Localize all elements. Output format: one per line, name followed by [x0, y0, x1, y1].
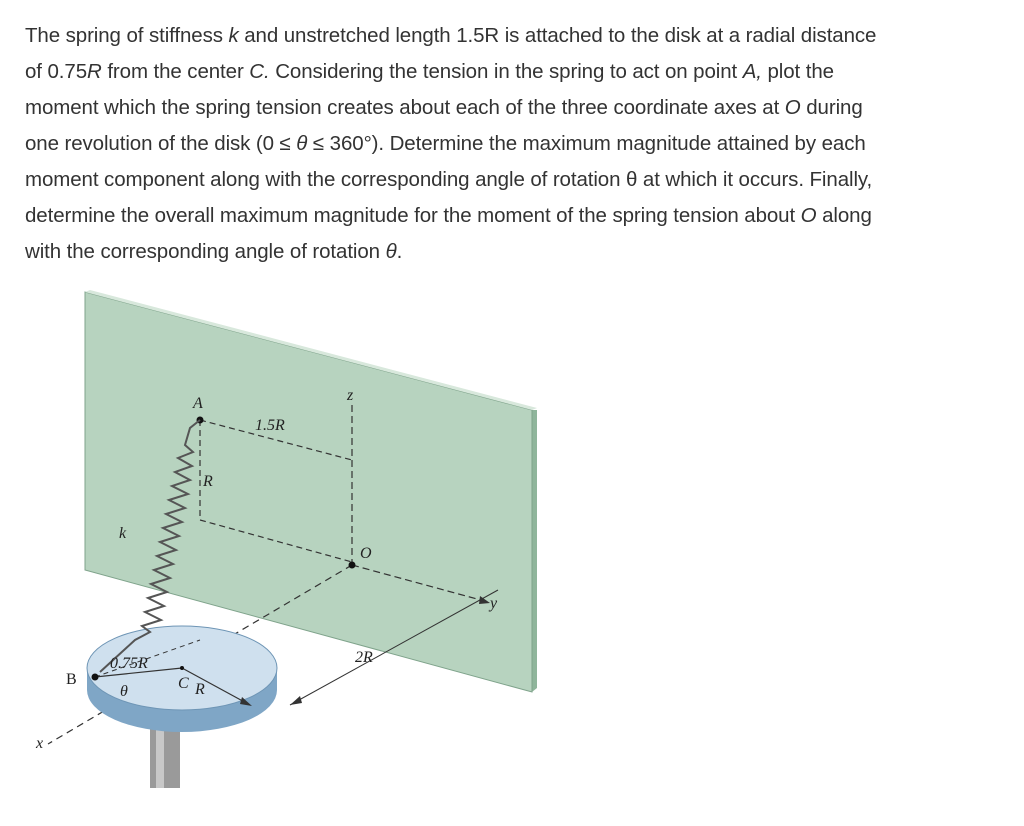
- text-segment: with the corresponding angle of rotation: [25, 240, 386, 263]
- problem-line-3: [25, 90, 990, 126]
- label-k: k: [119, 525, 127, 542]
- label-B: B: [66, 671, 77, 688]
- text-segment: The spring of stiffness: [25, 24, 229, 47]
- label-0-75R: 0.75R: [110, 655, 148, 672]
- text-segment: .: [396, 240, 403, 263]
- problem-line-1: [25, 18, 990, 54]
- text-segment-italic: A,: [742, 60, 762, 83]
- text-segment: along: [816, 204, 872, 227]
- problem-line-7: [25, 234, 990, 270]
- label-z: z: [347, 387, 354, 404]
- text-segment: plot the: [761, 60, 834, 83]
- problem-line-4: [25, 126, 990, 162]
- plate-edge: [532, 410, 537, 692]
- label-1-5R: 1.5R: [255, 417, 285, 434]
- text-segment-italic: θ: [296, 132, 308, 155]
- text-segment: Considering the tension in the spring to act on point: [269, 60, 743, 83]
- problem-statement: [25, 18, 990, 270]
- text-segment-italic: k: [228, 24, 239, 47]
- label-y: y: [490, 595, 498, 612]
- text-segment: moment which the spring tension creates about each of the three coordinate axes at: [25, 96, 785, 119]
- text-segment: ≤ 360°). Determine the maximum magnitude attained by each: [307, 132, 866, 155]
- text-segment: determine the overall maximum magnitude for the moment of the spring tension about: [25, 204, 801, 227]
- point-O: [349, 562, 356, 569]
- point-B: [92, 674, 99, 681]
- problem-line-2: [25, 54, 990, 90]
- text-segment: of 0.75: [25, 60, 87, 83]
- dimension-2R-arrow: [290, 696, 302, 705]
- mechanics-figure: [30, 282, 550, 802]
- label-A: A: [193, 395, 203, 412]
- text-segment-italic: O: [800, 204, 817, 227]
- label-2R: 2R: [355, 649, 373, 666]
- text-segment-italic: O: [784, 96, 801, 119]
- text-segment: from the center: [101, 60, 250, 83]
- text-segment-italic: R: [87, 60, 102, 83]
- label-R-vertical: R: [203, 473, 213, 490]
- point-C: [180, 666, 184, 670]
- label-O: O: [360, 545, 372, 562]
- text-segment: one revolution of the disk (0 ≤: [25, 132, 297, 155]
- problem-line-6: [25, 198, 990, 234]
- label-theta: θ: [120, 683, 128, 700]
- text-segment-italic: C.: [249, 60, 270, 83]
- label-R-disk: R: [195, 681, 205, 698]
- text-segment: moment component along with the corresponding angle of rotation θ at which it occurs. Finally,: [25, 168, 873, 191]
- text-segment-italic: θ: [385, 240, 397, 263]
- text-segment: during: [800, 96, 863, 119]
- text-segment: and unstretched length 1.5R is attached to the disk at a radial distance: [238, 24, 877, 47]
- label-x: x: [36, 735, 44, 752]
- problem-line-5: [25, 162, 990, 198]
- label-C: C: [178, 675, 189, 692]
